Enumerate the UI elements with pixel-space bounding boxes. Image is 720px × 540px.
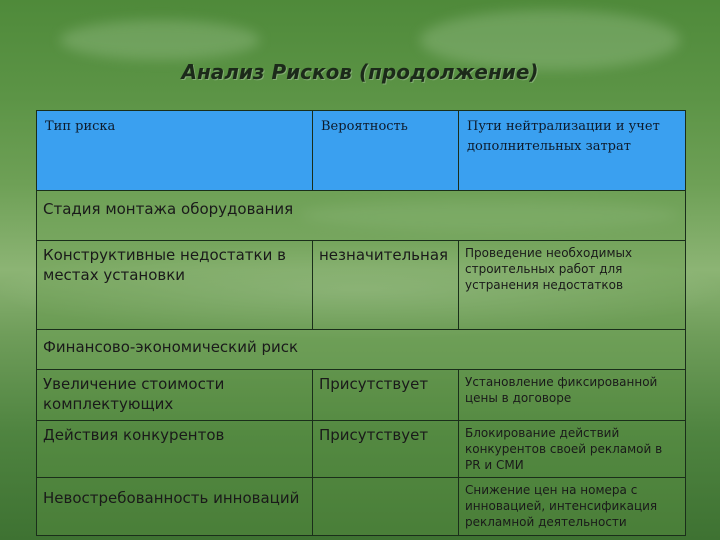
table-cell-mitigation: Проведение необходимых строительных работ для устранения недостатков [458,240,686,330]
table-cell-probability: Присутствует [312,369,459,421]
section-row-financial: Финансово-экономический риск [36,329,686,370]
risk-table [36,110,686,536]
table-cell-risk: Действия конкурентов [36,420,313,478]
header-cell-probability: Вероятность [312,110,459,191]
table-cell-risk: Невостребованность инноваций [36,477,313,536]
table-cell-mitigation: Установление фиксированной цены в договоре [458,369,686,421]
table-cell-probability [312,477,459,536]
background-cloud [60,20,260,60]
header-cell-risk-type: Тип риска [36,110,313,191]
table-cell-probability: Присутствует [312,420,459,478]
table-cell-probability: незначительная [312,240,459,330]
table-cell-mitigation: Снижение цен на номера с инновацией, интенсификация рекламной деятельности [458,477,686,536]
header-cell-mitigation: Пути нейтрализации и учет дополнительных затрат [458,110,686,191]
table-cell-risk: Увеличение стоимости комплектующих [36,369,313,421]
table-cell-risk: Конструктивные недостатки в местах установки [36,240,313,330]
slide-title: Анализ Рисков (продолжение) [181,60,539,84]
table-cell-mitigation: Блокирование действий конкурентов своей рекламой в PR и СМИ [458,420,686,478]
section-row-installation: Стадия монтажа оборудования [36,190,686,241]
